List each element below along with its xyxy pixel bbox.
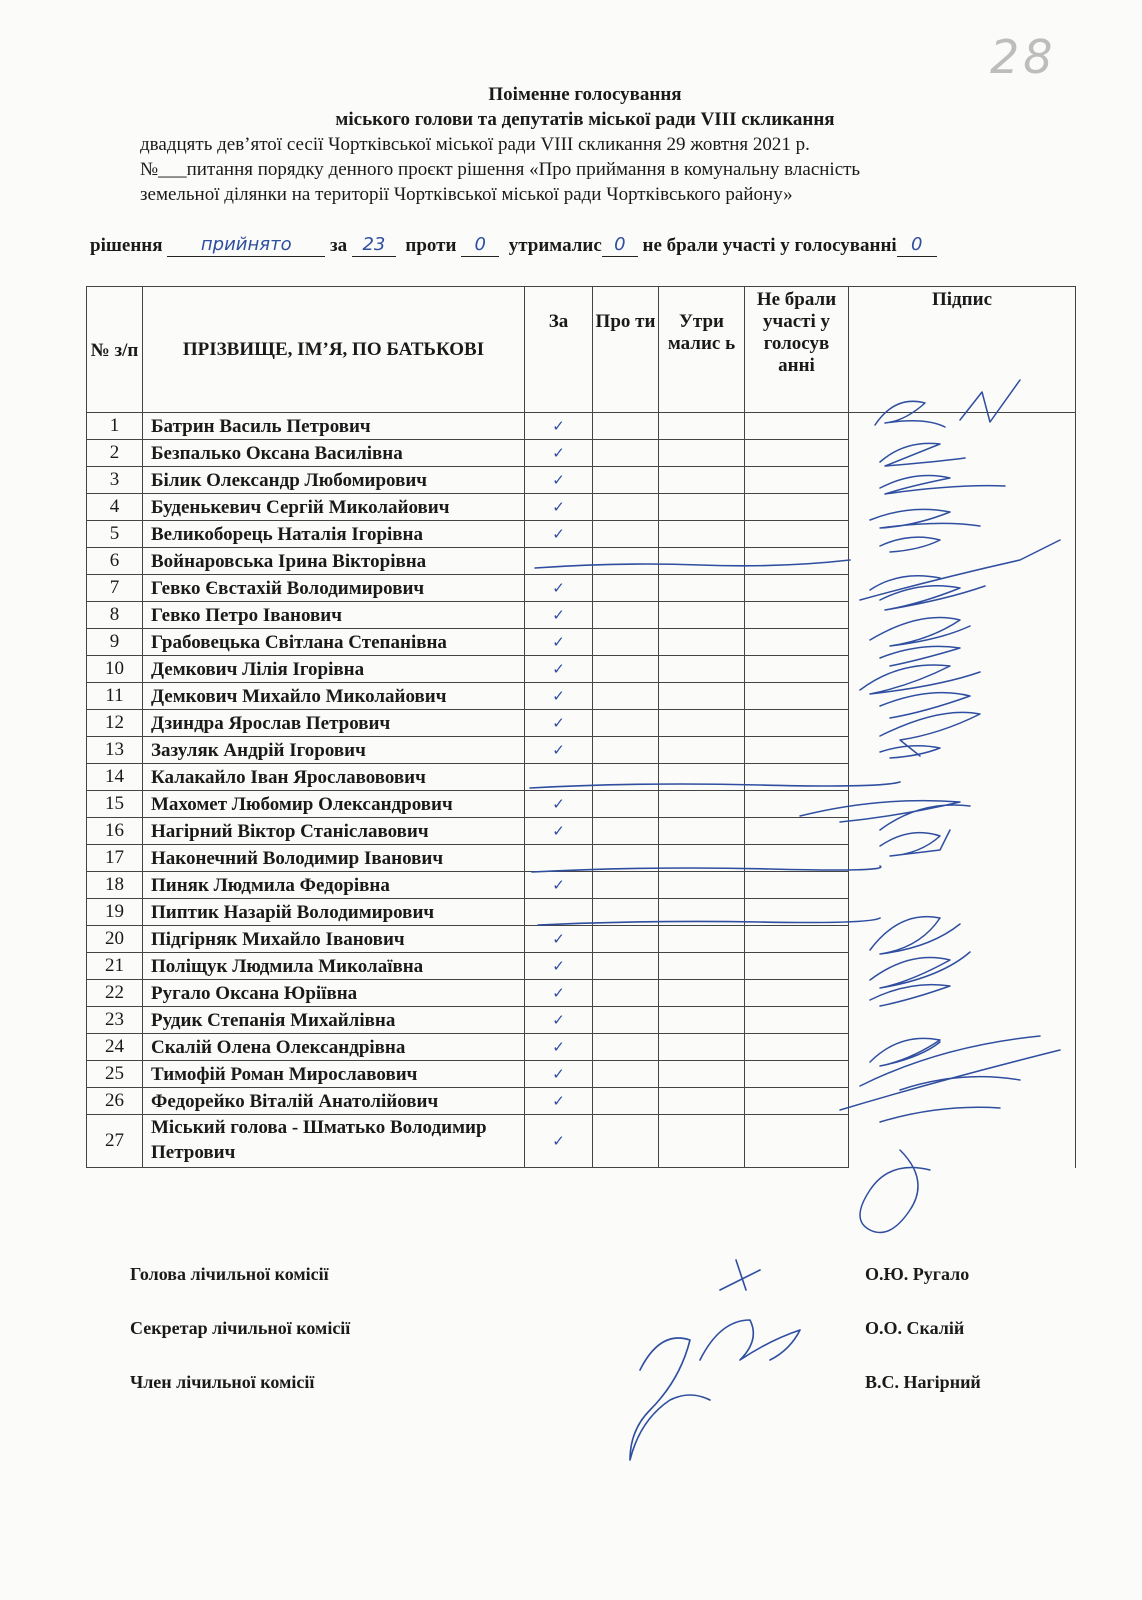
- vote-abstained-cell: [659, 494, 745, 521]
- row-number: 13: [87, 737, 143, 764]
- member-role: Член лічильної комісії: [130, 1372, 315, 1392]
- check-mark-icon: ✓: [552, 795, 565, 813]
- vote-against-cell: [593, 764, 659, 791]
- row-number: 16: [87, 818, 143, 845]
- signature-cell: [849, 764, 1076, 791]
- table-row: [87, 710, 1076, 737]
- check-mark-icon: ✓: [552, 930, 565, 948]
- vote-not-voted-cell: [745, 926, 849, 953]
- row-number: 20: [87, 926, 143, 953]
- vote-not-voted-cell: [745, 467, 849, 494]
- header-for: За: [525, 287, 593, 413]
- against-count: 0: [474, 234, 486, 255]
- member-name: В.С. Нагірний: [865, 1372, 981, 1392]
- abstained-count: 0: [614, 234, 626, 255]
- vote-not-voted-cell: [745, 656, 849, 683]
- table-row: [87, 764, 1076, 791]
- header-abstained: Утри малис ь: [659, 287, 745, 413]
- row-number: 2: [87, 440, 143, 467]
- vote-not-voted-cell: [745, 845, 849, 872]
- signature-cell: [849, 953, 1076, 980]
- vote-not-voted-cell: [745, 710, 849, 737]
- vote-for-cell: [525, 899, 593, 926]
- vote-for-cell: [525, 1007, 593, 1034]
- member-name: Рудик Степанія Михайлівна: [143, 1007, 525, 1034]
- signature-cell: [849, 980, 1076, 1007]
- member-name: Скалій Олена Олександрівна: [143, 1034, 525, 1061]
- decision-line: [90, 234, 1075, 257]
- page-number: 28: [990, 30, 1057, 84]
- row-number: 3: [87, 467, 143, 494]
- vote-abstained-cell: [659, 683, 745, 710]
- member-name: Підгірняк Михайло Іванович: [143, 926, 525, 953]
- vote-abstained-cell: [659, 845, 745, 872]
- vote-not-voted-cell: [745, 548, 849, 575]
- table-row: [87, 521, 1076, 548]
- member-name: Білик Олександр Любомирович: [143, 467, 525, 494]
- member-name: Наконечний Володимир Іванович: [143, 845, 525, 872]
- signature-cell: [849, 683, 1076, 710]
- check-mark-icon: ✓: [552, 957, 565, 975]
- check-mark-icon: ✓: [552, 1011, 565, 1029]
- vote-abstained-cell: [659, 1088, 745, 1115]
- vote-for-cell: [525, 845, 593, 872]
- signature-cell: [849, 1061, 1076, 1088]
- vote-against-cell: [593, 1061, 659, 1088]
- vote-abstained-cell: [659, 629, 745, 656]
- row-number: 14: [87, 764, 143, 791]
- vote-not-voted-cell: [745, 575, 849, 602]
- chair-name: О.Ю. Ругало: [865, 1264, 970, 1284]
- check-mark-icon: ✓: [552, 1038, 565, 1056]
- vote-abstained-cell: [659, 1061, 745, 1088]
- vote-not-voted-cell: [745, 737, 849, 764]
- member-name: Безпалько Оксана Василівна: [143, 440, 525, 467]
- vote-abstained-cell: [659, 791, 745, 818]
- signature-cell: [849, 548, 1076, 575]
- row-number: 1: [87, 413, 143, 440]
- signature-cell: [849, 899, 1076, 926]
- row-number: 24: [87, 1034, 143, 1061]
- member-name: Міський голова - Шматько Володимир Петрович: [143, 1115, 525, 1168]
- check-mark-icon: ✓: [552, 525, 565, 543]
- vote-for-cell: [525, 872, 593, 899]
- table-row: [87, 737, 1076, 764]
- for-count: 23: [362, 234, 386, 255]
- vote-for-cell: [525, 494, 593, 521]
- vote-against-cell: [593, 602, 659, 629]
- row-number: 25: [87, 1061, 143, 1088]
- signature-cell: [849, 737, 1076, 764]
- vote-for-cell: [525, 656, 593, 683]
- member-name: Дзиндра Ярослав Петрович: [143, 710, 525, 737]
- table-row: [87, 899, 1076, 926]
- vote-against-cell: [593, 953, 659, 980]
- signature-cell: [849, 656, 1076, 683]
- chair-role: Голова лічильної комісії: [130, 1264, 329, 1284]
- session-line: двадцять дев’ятої сесії Чортківської міської ради VIII скликання 29 жовтня 2021 р.: [140, 134, 810, 155]
- table-body: [87, 413, 1076, 1168]
- member-name: Гевко Петро Іванович: [143, 602, 525, 629]
- vote-against-cell: [593, 872, 659, 899]
- check-mark-icon: ✓: [552, 984, 565, 1002]
- vote-against-cell: [593, 440, 659, 467]
- vote-against-cell: [593, 656, 659, 683]
- vote-against-cell: [593, 1034, 659, 1061]
- check-mark-icon: ✓: [552, 579, 565, 597]
- vote-for-cell: [525, 521, 593, 548]
- vote-not-voted-cell: [745, 1088, 849, 1115]
- commission-block: [130, 1264, 1030, 1426]
- row-number: 5: [87, 521, 143, 548]
- table-row: [87, 872, 1076, 899]
- vote-against-cell: [593, 629, 659, 656]
- vote-for-cell: [525, 602, 593, 629]
- table-row: [87, 1115, 1076, 1168]
- not-voted-count-field: [897, 234, 937, 257]
- vote-for-cell: [525, 683, 593, 710]
- vote-abstained-cell: [659, 656, 745, 683]
- signature-cell: [849, 1088, 1076, 1115]
- vote-not-voted-cell: [745, 629, 849, 656]
- vote-against-cell: [593, 710, 659, 737]
- vote-against-cell: [593, 548, 659, 575]
- vote-abstained-cell: [659, 953, 745, 980]
- table-row: [87, 548, 1076, 575]
- table-row: [87, 818, 1076, 845]
- decision-label: рішення: [90, 235, 163, 256]
- table-row: [87, 1088, 1076, 1115]
- vote-against-cell: [593, 575, 659, 602]
- member-name: Войнаровська Ірина Вікторівна: [143, 548, 525, 575]
- vote-not-voted-cell: [745, 602, 849, 629]
- vote-for-cell: [525, 1088, 593, 1115]
- vote-abstained-cell: [659, 467, 745, 494]
- member-name: Грабовецька Світлана Степанівна: [143, 629, 525, 656]
- row-number: 27: [87, 1115, 143, 1168]
- signature-cell: [849, 1034, 1076, 1061]
- vote-abstained-cell: [659, 899, 745, 926]
- vote-for-cell: [525, 764, 593, 791]
- vote-for-cell: [525, 737, 593, 764]
- vote-for-cell: [525, 413, 593, 440]
- table-row: [87, 953, 1076, 980]
- vote-not-voted-cell: [745, 1061, 849, 1088]
- abstained-count-field: [602, 234, 638, 257]
- secretary-role: Секретар лічильної комісії: [130, 1318, 351, 1338]
- vote-against-cell: [593, 845, 659, 872]
- table-row: [87, 467, 1076, 494]
- vote-not-voted-cell: [745, 683, 849, 710]
- signature-cell: [849, 413, 1076, 440]
- check-mark-icon: ✓: [552, 714, 565, 732]
- header-name: ПРІЗВИЩЕ, ІМ’Я, ПО БАТЬКОВІ: [143, 287, 525, 413]
- table-row: [87, 1034, 1076, 1061]
- table-row: [87, 926, 1076, 953]
- signature-cell: [849, 575, 1076, 602]
- vote-for-cell: [525, 818, 593, 845]
- vote-abstained-cell: [659, 413, 745, 440]
- vote-not-voted-cell: [745, 818, 849, 845]
- row-number: 8: [87, 602, 143, 629]
- vote-against-cell: [593, 1088, 659, 1115]
- vote-abstained-cell: [659, 521, 745, 548]
- check-mark-icon: ✓: [552, 660, 565, 678]
- table-row: [87, 683, 1076, 710]
- signature-cell: [849, 494, 1076, 521]
- vote-abstained-cell: [659, 440, 745, 467]
- vote-abstained-cell: [659, 1115, 745, 1168]
- row-number: 22: [87, 980, 143, 1007]
- vote-not-voted-cell: [745, 953, 849, 980]
- signature-cell: [849, 872, 1076, 899]
- signature-cell: [849, 818, 1076, 845]
- against-label: проти: [405, 235, 457, 256]
- vote-for-cell: [525, 1034, 593, 1061]
- member-name: Калакайло Іван Ярославовович: [143, 764, 525, 791]
- vote-for-cell: [525, 710, 593, 737]
- vote-for-cell: [525, 926, 593, 953]
- table-row: [87, 494, 1076, 521]
- member-name: Великоборець Наталія Ігорівна: [143, 521, 525, 548]
- row-number: 11: [87, 683, 143, 710]
- vote-against-cell: [593, 413, 659, 440]
- vote-abstained-cell: [659, 818, 745, 845]
- vote-against-cell: [593, 818, 659, 845]
- decision-result-field: [167, 234, 325, 257]
- check-mark-icon: ✓: [552, 1092, 565, 1110]
- check-mark-icon: ✓: [552, 741, 565, 759]
- member-name: Поліщук Людмила Миколаївна: [143, 953, 525, 980]
- vote-against-cell: [593, 980, 659, 1007]
- member-name: Федорейко Віталій Анатолійович: [143, 1088, 525, 1115]
- row-number: 6: [87, 548, 143, 575]
- vote-abstained-cell: [659, 710, 745, 737]
- row-number: 18: [87, 872, 143, 899]
- check-mark-icon: ✓: [552, 876, 565, 894]
- abstained-label: утрималис: [508, 235, 602, 256]
- not-voted-count: 0: [910, 234, 923, 255]
- vote-abstained-cell: [659, 1034, 745, 1061]
- check-mark-icon: ✓: [552, 633, 565, 651]
- member-name: Демкович Лілія Ігорівна: [143, 656, 525, 683]
- row-number: 17: [87, 845, 143, 872]
- member-name: Махомет Любомир Олександрович: [143, 791, 525, 818]
- document-header: [100, 82, 1070, 207]
- row-number: 12: [87, 710, 143, 737]
- vote-for-cell: [525, 440, 593, 467]
- vote-abstained-cell: [659, 764, 745, 791]
- vote-for-cell: [525, 1115, 593, 1168]
- table-row: [87, 980, 1076, 1007]
- vote-against-cell: [593, 467, 659, 494]
- secretary-name: О.О. Скалій: [865, 1318, 965, 1338]
- member-name: Демкович Михайло Миколайович: [143, 683, 525, 710]
- table-row: [87, 656, 1076, 683]
- table-row: [87, 791, 1076, 818]
- check-mark-icon: ✓: [552, 822, 565, 840]
- row-number: 19: [87, 899, 143, 926]
- table-row: [87, 845, 1076, 872]
- signature-cell: [849, 521, 1076, 548]
- member-name: Ругало Оксана Юріївна: [143, 980, 525, 1007]
- member-name: Нагірний Віктор Станіславович: [143, 818, 525, 845]
- vote-not-voted-cell: [745, 521, 849, 548]
- vote-not-voted-cell: [745, 494, 849, 521]
- vote-for-cell: [525, 1061, 593, 1088]
- vote-against-cell: [593, 1115, 659, 1168]
- commission-secretary-row: [130, 1318, 1030, 1372]
- vote-not-voted-cell: [745, 1115, 849, 1168]
- for-count-field: [352, 234, 396, 257]
- header-not-voted: Не брали участі у голосув анні: [745, 287, 849, 413]
- row-number: 15: [87, 791, 143, 818]
- vote-abstained-cell: [659, 548, 745, 575]
- vote-for-cell: [525, 791, 593, 818]
- voting-table: [86, 286, 1076, 1168]
- vote-abstained-cell: [659, 575, 745, 602]
- row-number: 26: [87, 1088, 143, 1115]
- check-mark-icon: ✓: [552, 498, 565, 516]
- vote-not-voted-cell: [745, 413, 849, 440]
- table-header-row: [87, 287, 1076, 413]
- vote-against-cell: [593, 1007, 659, 1034]
- vote-not-voted-cell: [745, 764, 849, 791]
- vote-abstained-cell: [659, 737, 745, 764]
- decision-result: прийнято: [200, 234, 292, 255]
- row-number: 10: [87, 656, 143, 683]
- vote-not-voted-cell: [745, 791, 849, 818]
- signature-cell: [849, 467, 1076, 494]
- member-name: Тимофій Роман Мирославович: [143, 1061, 525, 1088]
- check-mark-icon: ✓: [552, 687, 565, 705]
- vote-abstained-cell: [659, 980, 745, 1007]
- vote-not-voted-cell: [745, 440, 849, 467]
- vote-not-voted-cell: [745, 872, 849, 899]
- signature-cell: [849, 440, 1076, 467]
- vote-not-voted-cell: [745, 1034, 849, 1061]
- check-mark-icon: ✓: [552, 1132, 565, 1150]
- row-number: 4: [87, 494, 143, 521]
- vote-against-cell: [593, 737, 659, 764]
- table-row: [87, 575, 1076, 602]
- not-voted-label: не брали участі у голосуванні: [642, 235, 897, 256]
- table-row: [87, 1061, 1076, 1088]
- vote-against-cell: [593, 791, 659, 818]
- table-row: [87, 440, 1076, 467]
- vote-for-cell: [525, 953, 593, 980]
- check-mark-icon: ✓: [552, 1065, 565, 1083]
- header-signature: Підпис: [849, 287, 1076, 413]
- vote-for-cell: [525, 575, 593, 602]
- commission-chair-row: [130, 1264, 1030, 1318]
- signature-cell: [849, 710, 1076, 737]
- vote-for-cell: [525, 980, 593, 1007]
- check-mark-icon: ✓: [552, 444, 565, 462]
- signature-cell: [849, 602, 1076, 629]
- table-row: [87, 413, 1076, 440]
- document-subtitle: міського голови та депутатів міської ради VIII скликання: [335, 109, 835, 130]
- check-mark-icon: ✓: [552, 471, 565, 489]
- member-name: Пиняк Людмила Федорівна: [143, 872, 525, 899]
- vote-abstained-cell: [659, 872, 745, 899]
- vote-against-cell: [593, 683, 659, 710]
- member-name: Зазуляк Андрій Ігорович: [143, 737, 525, 764]
- member-name: Пиптик Назарій Володимирович: [143, 899, 525, 926]
- table-row: [87, 602, 1076, 629]
- vote-abstained-cell: [659, 1007, 745, 1034]
- vote-abstained-cell: [659, 926, 745, 953]
- for-label: за: [330, 235, 348, 256]
- member-name: Буденькевич Сергій Миколайович: [143, 494, 525, 521]
- row-number: 9: [87, 629, 143, 656]
- vote-against-cell: [593, 926, 659, 953]
- vote-abstained-cell: [659, 602, 745, 629]
- signature-cell: [849, 629, 1076, 656]
- check-mark-icon: ✓: [552, 417, 565, 435]
- table-row: [87, 1007, 1076, 1034]
- vote-against-cell: [593, 899, 659, 926]
- table-row: [87, 629, 1076, 656]
- vote-against-cell: [593, 494, 659, 521]
- vote-for-cell: [525, 629, 593, 656]
- signature-cell: [849, 1115, 1076, 1168]
- signature-cell: [849, 926, 1076, 953]
- signature-cell: [849, 845, 1076, 872]
- commission-member-row: [130, 1372, 1030, 1426]
- document-title: Поіменне голосування: [488, 84, 682, 105]
- vote-not-voted-cell: [745, 899, 849, 926]
- agenda-item-line: №___питання порядку денного проєкт рішення «Про приймання в комунальну власність: [140, 159, 861, 180]
- vote-not-voted-cell: [745, 980, 849, 1007]
- member-name: Гевко Євстахій Володимирович: [143, 575, 525, 602]
- row-number: 21: [87, 953, 143, 980]
- row-number: 7: [87, 575, 143, 602]
- signature-cell: [849, 1007, 1076, 1034]
- vote-against-cell: [593, 521, 659, 548]
- signature-cell: [849, 791, 1076, 818]
- check-mark-icon: ✓: [552, 606, 565, 624]
- vote-for-cell: [525, 467, 593, 494]
- agenda-item-continuation: земельної ділянки на території Чортківської міської ради Чортківського району»: [140, 184, 793, 205]
- vote-not-voted-cell: [745, 1007, 849, 1034]
- against-count-field: [461, 234, 499, 257]
- header-num: № з/п: [87, 287, 143, 413]
- header-against: Про ти: [593, 287, 659, 413]
- member-name: Батрин Василь Петрович: [143, 413, 525, 440]
- row-number: 23: [87, 1007, 143, 1034]
- vote-for-cell: [525, 548, 593, 575]
